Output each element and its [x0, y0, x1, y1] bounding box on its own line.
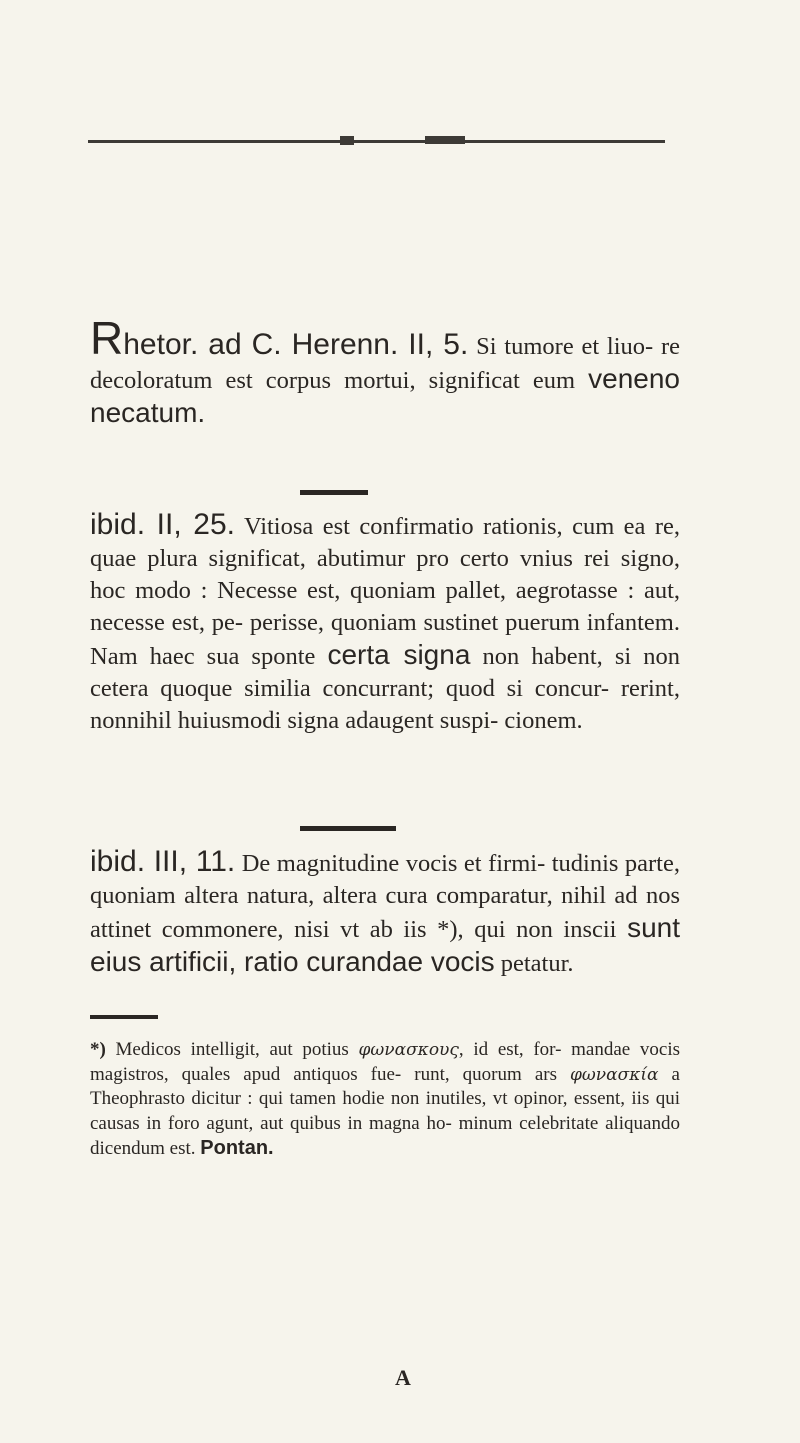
paragraph-3: ibid. III, 11. De magnitudine vocis et firmi- tudinis parte, quoniam altera natura, altera cura comparatur, nihil ad nos attinet commonere, nisi vt ab iis *), qui non inscii sunt eius artificii, ratio curandae vocis petatur.	[90, 845, 680, 977]
paragraph-1: Rhetor. ad C. Herenn. II, 5. Si tumore et liuo- re decoloratum est corpus mortui, significat eum veneno necatum.	[90, 312, 680, 428]
header-rule-ornament	[340, 136, 354, 145]
footnote-divider	[90, 1015, 158, 1019]
header-rule-ornament	[425, 136, 465, 144]
paragraph-2: ibid. II, 25. Vitiosa est confirmatio rationis, cum ea re, quae plura significat, abutimur pro certo vnius rei signo, hoc modo : Necesse est, quoniam pallet, aegrotasse : aut, necesse est, pe- perisse, quoniam sustinet puerum infantem. Nam haec sua sponte certa signa non habent, si non cetera quoque similia concurrant; quod si concur- rerint, nonnihil huiusmodi signa adaugent suspi- cionem.	[90, 508, 681, 734]
section-divider	[300, 490, 368, 495]
header-rule	[88, 140, 665, 143]
footnote-author: Pontan.	[200, 1137, 274, 1159]
catchword: A	[395, 1365, 411, 1390]
citation-3: ibid. III, 11.	[90, 845, 236, 878]
citation-2: ibid. II, 25.	[90, 508, 235, 541]
footnote: *) Medicos intelligit, aut potius φωνασκους, id est, for- mandae vocis magistros, quales apud antiquos fue- runt, quorum ars φωνασκία a Theophrasto dicitur : qui tamen hodie non inutiles, vt opinor, essent, iis qui causas in foro agunt, aut quibus in magna ho- minum celebritate aliquando dicendum est. Pontan.	[90, 1039, 681, 1159]
section-divider	[300, 826, 396, 831]
citation-1: Rhetor. ad C. Herenn. II, 5.	[90, 312, 469, 364]
footnote-marker: *)	[90, 1039, 106, 1060]
